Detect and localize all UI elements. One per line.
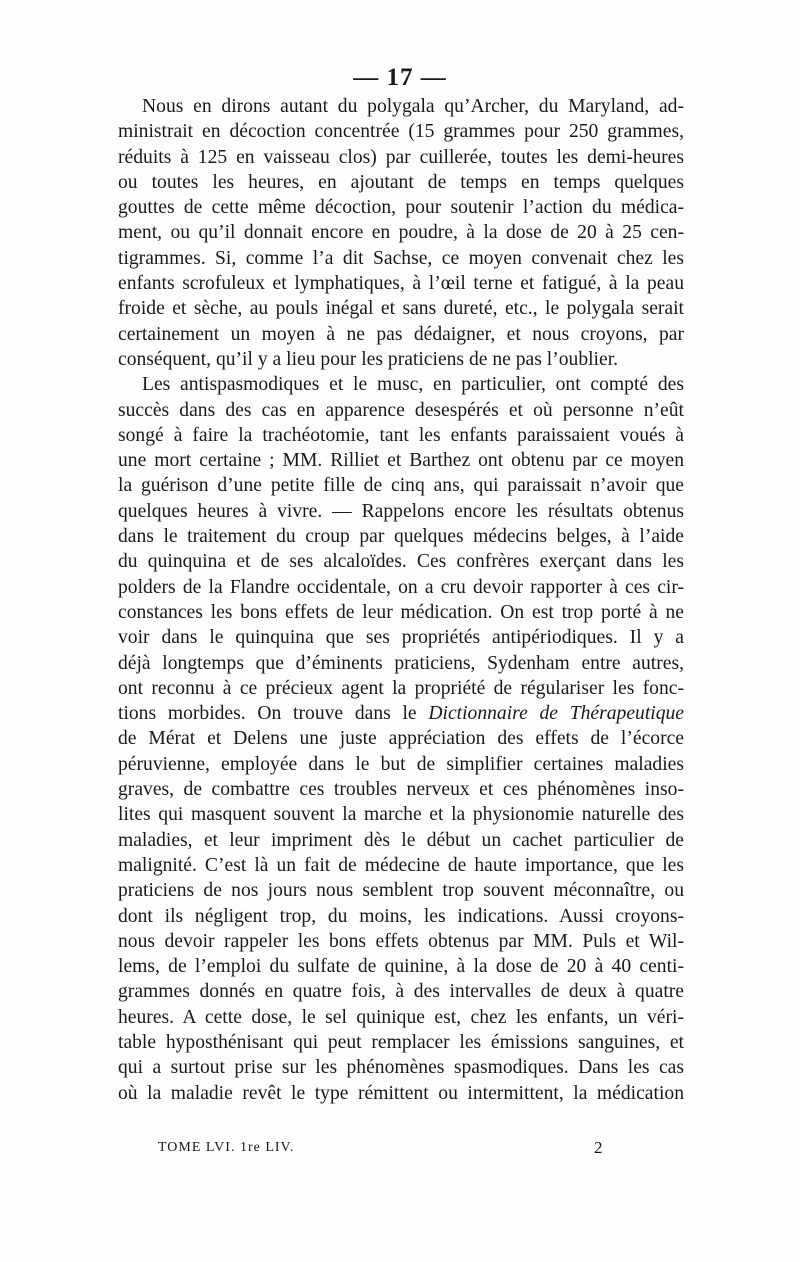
text-line-content: certainement un moyen à ne pas dédaigner, et nous croyons, par <box>118 323 684 345</box>
text-line-content: enfants scrofuleux et lymphatiques, à l’œil terne et fatigué, à la peau <box>118 273 684 295</box>
page-number: — 17 — <box>353 64 447 91</box>
text-line <box>118 296 684 321</box>
text-line-content: froide et sèche, au pouls inégal et sans dureté, etc., le polygala serait <box>118 298 684 320</box>
text-line <box>118 398 684 423</box>
text-line-content: quelques heures à vivre. — Rappelons encore les résultats obtenus <box>118 500 684 522</box>
text-line <box>118 499 684 524</box>
text-line <box>118 802 684 827</box>
text-line-content: ou toutes les heures, en ajoutant de temps en temps quelques <box>118 171 684 193</box>
signature-label: TOME LVI. 1re LIV. <box>158 1140 295 1155</box>
text-line-content: déjà longtemps que d’éminents praticiens, Sydenham entre autres, <box>118 652 684 674</box>
text-line-content: maladies, et leur impriment dès le début un cachet particulier de <box>118 829 684 851</box>
text-line-content: dont ils négligent trop, du moins, les indications. Aussi croyons- <box>118 905 684 927</box>
text-line <box>118 195 684 220</box>
text-line-content: heures. A cette dose, le sel quinique est, chez les enfants, un véri- <box>118 1006 684 1028</box>
text-line <box>118 828 684 853</box>
text-line-content: nous devoir rappeler les bons effets obtenus par MM. Puls et Wil- <box>118 930 684 952</box>
text-line-content: constances les bons effets de leur médication. On est trop porté à ne <box>118 601 684 623</box>
text-line <box>118 347 684 372</box>
text-line-content: la guérison d’une petite fille de cinq ans, qui paraissait n’avoir que <box>118 475 684 497</box>
text-line-content: songé à faire la trachéotomie, tant les enfants paraissaient voués à <box>118 424 684 446</box>
text-line-content: lems, de l’emploi du sulfate de quinine, à la dose de 20 à 40 centi- <box>118 956 684 978</box>
text-line <box>118 246 684 271</box>
text-line <box>118 777 684 802</box>
text-line <box>118 1055 684 1080</box>
text-line-content: ont reconnu à ce précieux agent la propriété de régulariser les fonc- <box>118 677 684 699</box>
text-line-content: table hyposthénisant qui peut remplacer les émissions sanguines, et <box>118 1031 684 1053</box>
text-line <box>118 448 684 473</box>
text-line-content: praticiens de nos jours nous semblent trop souvent méconnaître, ou <box>118 880 684 902</box>
text-line <box>118 170 684 195</box>
text-line <box>118 549 684 574</box>
text-line-content: graves, de combattre ces troubles nerveux et ces phénomènes inso- <box>118 779 684 801</box>
text-line-content: du quinquina et de ses alcaloïdes. Ces confrères exerçant dans les <box>118 551 684 573</box>
text-line-content: tigrammes. Si, comme l’a dit Sachse, ce moyen convenait chez les <box>118 247 684 269</box>
text-line <box>118 752 684 777</box>
text-line <box>118 676 684 701</box>
text-line <box>118 878 684 903</box>
page-footer <box>158 1140 608 1156</box>
text-line <box>118 372 684 397</box>
text-line <box>118 979 684 1004</box>
text-line <box>118 600 684 625</box>
text-line-content: ment, ou qu’il donnait encore en poudre, à la dose de 20 à 25 cen- <box>118 222 684 244</box>
text-line <box>118 575 684 600</box>
text-line-content: conséquent, qu’il y a lieu pour les praticiens de ne pas l’oublier. <box>118 348 619 370</box>
text-line <box>118 701 684 726</box>
text-line-content: grammes donnés en quatre fois, à des intervalles de deux à quatre <box>118 981 684 1003</box>
text-line-content: dans le traitement du croup par quelques médecins belges, à l’aide <box>118 526 684 548</box>
text-line <box>118 524 684 549</box>
text-line-content: tions morbides. On trouve dans le <box>118 703 417 725</box>
text-line <box>118 625 684 650</box>
text-line <box>118 271 684 296</box>
text-line-content: qui a surtout prise sur les phénomènes spasmodiques. Dans les cas <box>118 1057 684 1079</box>
text-line-content: Les antispasmodiques et le musc, en particulier, ont compté des <box>142 374 684 396</box>
text-line <box>118 651 684 676</box>
text-line-content: réduits à 125 en vaisseau clos) par cuillerée, toutes les demi-heures <box>118 146 684 168</box>
text-line-content: polders de la Flandre occidentale, on a cru devoir rapporter à ces cir- <box>118 576 684 598</box>
text-line-content: malignité. C’est là un fait de médecine de haute importance, que les <box>118 854 684 876</box>
text-line-content: succès dans des cas en apparence desespérés et où personne n’eût <box>118 399 684 421</box>
text-line <box>118 145 684 170</box>
text-line-content: péruvienne, employée dans le but de simplifier certaines maladies <box>118 753 684 775</box>
text-line <box>118 119 684 144</box>
text-line-content: gouttes de cette même décoction, pour soutenir l’action du médica- <box>118 197 684 219</box>
text-line <box>118 473 684 498</box>
text-line <box>118 1081 684 1106</box>
text-line-content: ministrait en décoction concentrée (15 grammes pour 250 grammes, <box>118 121 684 143</box>
text-line <box>118 726 684 751</box>
body-text <box>118 94 684 1106</box>
text-line <box>118 929 684 954</box>
text-line <box>118 1030 684 1055</box>
text-line <box>118 322 684 347</box>
text-line <box>118 853 684 878</box>
italic-title: Dictionnaire de Thérapeutique <box>428 703 684 725</box>
signature-number: 2 <box>594 1138 604 1157</box>
text-line-content: où la maladie revêt le type rémittent ou intermittent, la médication <box>118 1082 684 1104</box>
text-line <box>118 954 684 979</box>
text-line <box>118 220 684 245</box>
text-line-content: de Mérat et Delens une juste appréciation des effets de l’écorce <box>118 728 684 750</box>
text-line <box>118 1005 684 1030</box>
text-line <box>118 423 684 448</box>
text-line-content: Nous en dirons autant du polygala qu’Archer, du Maryland, ad- <box>142 96 684 117</box>
text-line <box>118 94 684 119</box>
text-line-content: voir dans le quinquina que ses propriétés antipériodiques. Il y a <box>118 627 684 649</box>
text-line-content: une mort certaine ; MM. Rilliet et Barthez ont obtenu par ce moyen <box>118 450 684 472</box>
text-line <box>118 904 684 929</box>
text-line-content: lites qui masquent souvent la marche et la physionomie naturelle des <box>118 804 684 826</box>
